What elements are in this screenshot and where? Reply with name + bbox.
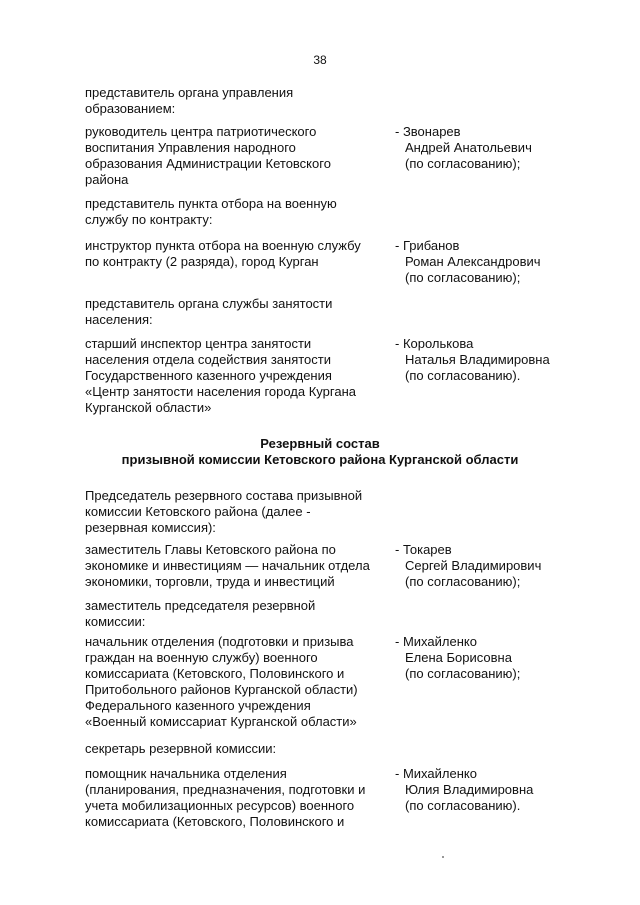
person-name [395,336,585,384]
text-line: Елена Борисовна [405,650,512,665]
role-heading-chairman [85,488,362,536]
text-line: секретарь резервной комиссии: [85,741,277,756]
text-line: (по согласованию). [405,368,521,383]
text-line: Федерального казенного учреждения [85,698,311,713]
text-line: Роман Александрович [405,254,541,269]
text-line: представитель органа управления [85,85,294,100]
person-name [395,766,585,814]
text-line: «Центр занятости населения города Кургана [85,384,356,399]
text-line: воспитания Управления народного [85,140,296,155]
text-line: экономике и инвестициям — начальник отдела [85,558,370,573]
scan-speck [442,856,444,858]
text-line: - Звонарев [395,124,461,139]
text-line: службу по контракту: [85,212,213,227]
position-description [85,766,390,830]
position-description [85,336,390,416]
text-line: Председатель резервного состава призывной [85,488,363,503]
person-name [395,124,585,172]
text-line: - Грибанов [395,238,460,253]
text-line: инструктор пункта отбора на военную службу [85,238,361,253]
text-line: Государственного казенного учреждения [85,368,332,383]
text-line: резервная комиссия): [85,520,216,535]
text-line: - Михайленко [395,766,477,781]
text-line: образованием: [85,101,176,116]
text-line: Резервный состав [260,436,380,451]
text-line: Андрей Анатольевич [405,140,532,155]
person-name [395,634,585,682]
text-line: «Военный комиссариат Курганской области» [85,714,357,729]
person-name [395,238,585,286]
text-line: (по согласованию); [405,574,521,589]
text-line: (по согласованию); [405,270,521,285]
text-line: комиссариата (Кетовского, Половинского и [85,814,345,829]
role-heading-deputy [85,598,315,630]
text-line: (по согласованию); [405,156,521,171]
text-line: призывной комиссии Кетовского района Курганской области [121,452,519,467]
role-heading-employment [85,296,332,328]
text-line: - Королькова [395,336,474,351]
text-line: Притобольного районов Курганской области) [85,682,358,697]
text-line: старший инспектор центра занятости [85,336,312,351]
text-line: комиссии: [85,614,146,629]
text-line: комиссариата (Кетовского, Половинского и [85,666,345,681]
text-line: Сергей Владимирович [405,558,542,573]
text-line: Курганской области» [85,400,212,415]
text-line: заместитель председателя резервной [85,598,316,613]
text-line: образования Администрации Кетовского [85,156,331,171]
position-description [85,542,390,590]
page-number: 38 [313,53,327,67]
text-line: представитель органа службы занятости [85,296,333,311]
text-line: руководитель центра патриотического [85,124,317,139]
text-line: населения: [85,312,153,327]
text-line: населения отдела содействия занятости [85,352,331,367]
text-line: граждан на военную службу) военного [85,650,318,665]
text-line: учета мобилизационных ресурсов) военного [85,798,355,813]
text-line: комиссии Кетовского района (далее - [85,504,311,519]
text-line: (по согласованию); [405,666,521,681]
text-line: района [85,172,129,187]
role-heading-education [85,85,293,117]
text-line: по контракту (2 разряда), город Курган [85,254,319,269]
text-line: (планирования, предназначения, подготовки и [85,782,366,797]
person-name [395,542,585,590]
position-description [85,238,390,270]
reserve-title [0,436,640,468]
text-line: Юлия Владимировна [405,782,534,797]
role-heading-contract [85,196,337,228]
text-line: заместитель Главы Кетовского района по [85,542,336,557]
text-line: (по согласованию). [405,798,521,813]
text-line: помощник начальника отделения [85,766,287,781]
text-line: - Михайленко [395,634,477,649]
text-line: экономики, торговли, труда и инвестиций [85,574,335,589]
position-description [85,634,390,730]
position-description [85,124,390,188]
text-line: начальник отделения (подготовки и призыва [85,634,354,649]
text-line: Наталья Владимировна [405,352,550,367]
role-heading-secretary [85,741,276,757]
text-line: - Токарев [395,542,452,557]
text-line: представитель пункта отбора на военную [85,196,337,211]
